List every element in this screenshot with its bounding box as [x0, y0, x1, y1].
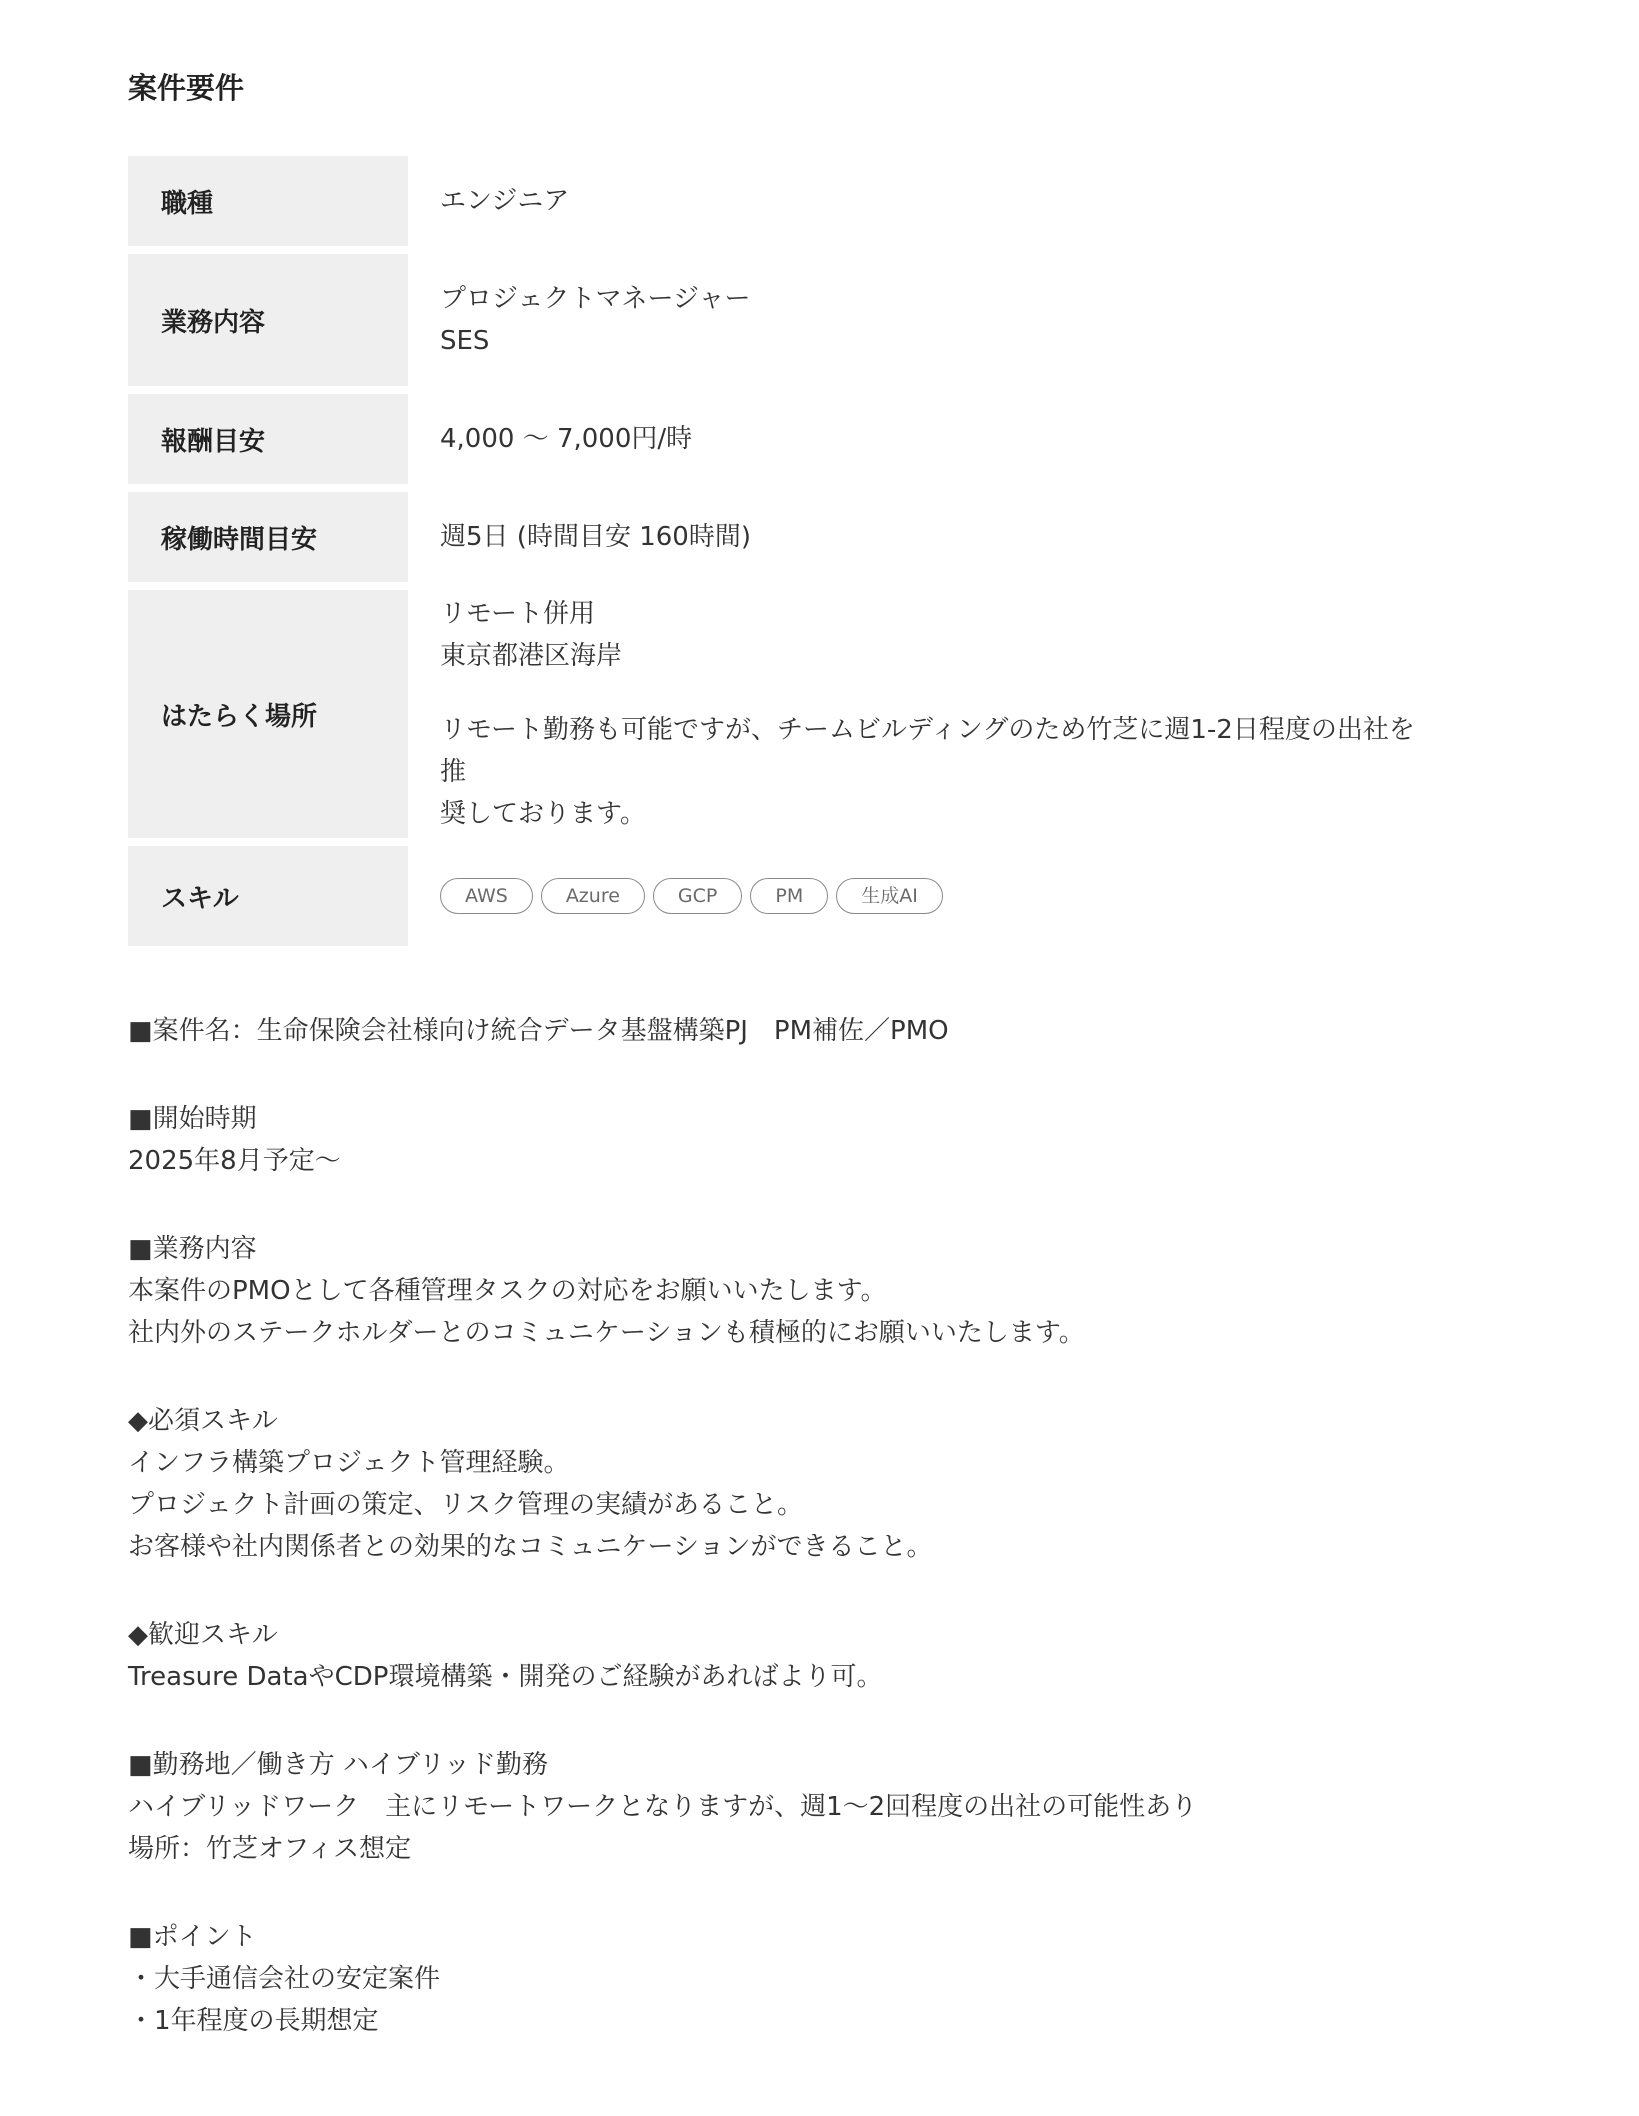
skill-tag-list: [440, 878, 1438, 914]
row-working-hours: [128, 492, 1438, 582]
job-type-label: 職種: [128, 156, 408, 246]
points-heading: ■ポイント: [128, 1922, 257, 1952]
start-line: 2025年8月予定〜: [128, 1146, 341, 1176]
job-description: [128, 1010, 1438, 2088]
job-type-text: エンジニア: [440, 186, 570, 216]
workplace-block: [128, 1744, 1438, 1870]
work-content-label: 業務内容: [128, 254, 408, 386]
skills-label: スキル: [128, 846, 408, 946]
work-location-value: [408, 590, 1438, 838]
project-name-block: [128, 1010, 1438, 1052]
requirements-table: [128, 156, 1438, 954]
preferred-skills-heading: ◆歓迎スキル: [128, 1620, 278, 1650]
start-block: [128, 1098, 1438, 1182]
row-job-type: [128, 156, 1438, 246]
duties-heading: ■業務内容: [128, 1234, 257, 1264]
work-content-line: プロジェクトマネージャー: [440, 284, 751, 314]
compensation-text: 4,000 〜 7,000円/時: [440, 424, 693, 454]
work-content-line: SES: [440, 326, 490, 356]
duties-block: [128, 1228, 1438, 1354]
skills-value: [408, 846, 1438, 946]
required-skills-line: インフラ構築プロジェクト管理経験。: [128, 1448, 570, 1478]
skill-tag[interactable]: PM: [750, 878, 828, 914]
duties-line: 社内外のステークホルダーとのコミュニケーションも積極的にお願いいたします。: [128, 1318, 1085, 1348]
skill-tag[interactable]: AWS: [440, 878, 533, 914]
start-heading: ■開始時期: [128, 1104, 257, 1134]
points-line: ・1年程度の長期想定: [128, 2006, 379, 2036]
working-hours-label: 稼働時間目安: [128, 492, 408, 582]
skill-tag[interactable]: 生成AI: [836, 878, 943, 914]
working-hours-text: 週5日 (時間目安 160時間): [440, 522, 751, 552]
work-location-note: リモート勤務も可能ですが、チームビルディングのため竹芝に週1-2日程度の出社を推: [440, 715, 1415, 787]
working-hours-value: [408, 492, 1438, 582]
spacer: [440, 677, 1438, 709]
work-location-label: はたらく場所: [128, 590, 408, 838]
row-work-location: [128, 590, 1438, 838]
row-compensation: [128, 394, 1438, 484]
work-location-line: 東京都港区海岸: [440, 641, 623, 671]
compensation-value: [408, 394, 1438, 484]
job-type-value: [408, 156, 1438, 246]
preferred-skills-line: Treasure DataやCDP環境構築・開発のご経験があればより可。: [128, 1662, 883, 1692]
required-skills-heading: ◆必須スキル: [128, 1406, 278, 1436]
duties-line: 本案件のPMOとして各種管理タスクの対応をお願いいたします。: [128, 1276, 887, 1306]
skill-tag[interactable]: GCP: [653, 878, 742, 914]
skill-tag[interactable]: Azure: [541, 878, 645, 914]
section-title: 案件要件: [128, 71, 245, 105]
project-name: ■案件名：生命保険会社様向け統合データ基盤構築PJ PM補佐／PMO: [128, 1016, 949, 1046]
required-skills-block: [128, 1400, 1438, 1568]
row-skills: [128, 846, 1438, 946]
workplace-line: 場所：竹芝オフィス想定: [128, 1834, 412, 1864]
work-location-line: リモート併用: [440, 599, 595, 629]
workplace-heading: ■勤務地／働き方 ハイブリッド勤務: [128, 1750, 548, 1780]
points-line: ・大手通信会社の安定案件: [128, 1964, 441, 1994]
row-work-content: [128, 254, 1438, 386]
work-location-note: 奨しております。: [440, 799, 646, 829]
compensation-label: 報酬目安: [128, 394, 408, 484]
required-skills-line: お客様や社内関係者との効果的なコミュニケーションができること。: [128, 1532, 933, 1562]
preferred-skills-block: [128, 1614, 1438, 1698]
workplace-line: ハイブリッドワーク 主にリモートワークとなりますが、週1〜2回程度の出社の可能性あり: [128, 1792, 1198, 1822]
work-content-value: [408, 254, 1438, 386]
points-block: [128, 1916, 1438, 2042]
required-skills-line: プロジェクト計画の策定、リスク管理の実績があること。: [128, 1490, 803, 1520]
